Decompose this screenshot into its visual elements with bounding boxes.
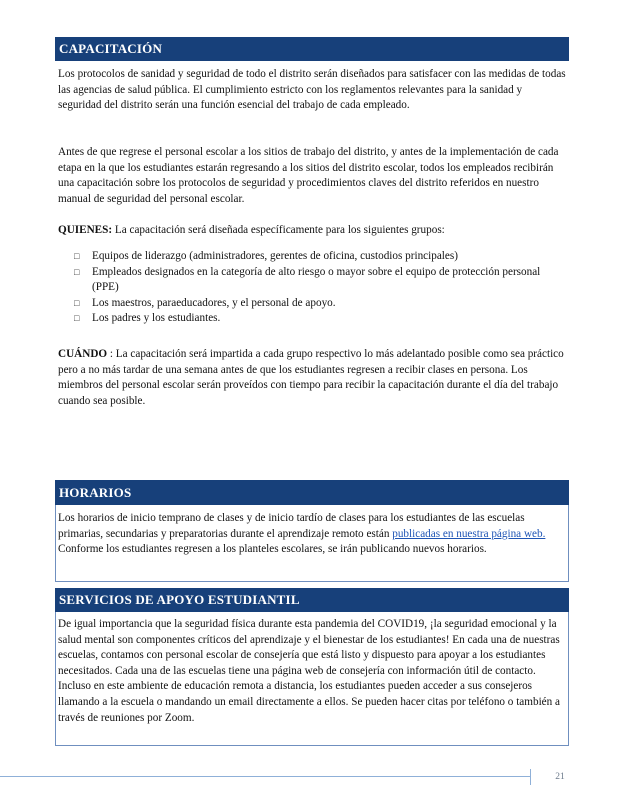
quienes-text: La capacitación será diseñada específicamente para los siguientes grupos: (112, 224, 445, 236)
cuando-text: : La capacitación será impartida a cada grupo respectivo lo más adelantado posible como sea práctico pero a no más tardar de una semana antes de que los estudiantes regresen a recibir clases en persona. Los miembros del personal escolar serán proveídos con tiempo para recibir la capacitación durante el día del trabajo cuando sea posible. (58, 348, 564, 407)
list-item: □ Equipos de liderazgo (administradores, gerentes de oficina, custodios principales) (58, 249, 566, 265)
horarios-header (55, 480, 569, 505)
capacitacion-header (55, 37, 569, 61)
capacitacion-paragraph-2: Antes de que regrese el personal escolar a los sitios de trabajo del distrito, y antes de la implementación de cada etapa en la que los estudiantes estarán regresando a los sitios del distrito escolar, todos los empleados recibirán una capacitación sobre los protocolos de seguridad y procedimientos claves del distrito referidos en nuestro manual de seguridad del personal escolar. (58, 146, 559, 205)
page-number: 21 (530, 769, 589, 785)
list-item: □ Los padres y los estudiantes. (58, 311, 566, 327)
cuando-paragraph (58, 347, 566, 409)
quienes-label: QUIENES: (58, 224, 113, 236)
capacitacion-title: CAPACITACIÓN (59, 41, 163, 56)
horarios-paragraph: Los horarios de inicio temprano de clases y de inicio tardío de clases para los estudiantes de las escuelas primarias, secundarias y preparatorias durante el aprendizaje remoto están publicadas en nuestra página web. Conforme los estudiantes regresen a los planteles escolares, se irán publicando nuevos horarios. (58, 512, 546, 556)
horarios-title: HORARIOS (59, 484, 132, 500)
cuando-label: CUÁNDO (58, 348, 108, 360)
list-item: □ Empleados designados en la categoría de alto riesgo o mayor sobre el equipo de protección personal (PPE) (74, 265, 541, 294)
servicios-header (55, 588, 569, 612)
groups-list (58, 249, 566, 327)
capacitacion-paragraph-1: Los protocolos de sanidad y seguridad de todo el distrito serán diseñados para satisfacer con las medidas de todas las agencias de salud pública. El cumplimiento estricto con los reglamentos relevantes para la sanidad y seguridad del distrito serán una función esencial del trabajo de cada empleado. (58, 68, 566, 112)
web-page-link[interactable]: publicadas en nuestra página web. (392, 527, 546, 540)
bullet-icon: □ (74, 266, 80, 277)
bullet-icon: □ (74, 297, 80, 308)
bullet-icon: □ (74, 251, 80, 261)
list-item: □ Los maestros, paraeducadores, y el personal de apoyo. (58, 296, 566, 312)
servicios-title: SERVICIOS DE APOYO ESTUDIANTIL (59, 592, 300, 607)
servicios-paragraph: De igual importancia que la seguridad física durante esta pandemia del COVID19, ¡la seguridad emocional y la salud mental son componentes críticos del aprendizaje y el bienestar de los estudiantes! En cada una de nuestras escuelas, contamos con personal escolar de consejería que está listo y dispuesto para apoyar a los estudiantes necesitados. Cada una de las escuelas tiene una página web de consejería con información útil de contacto. Incluso en este ambiente de educación remota a distancia, los estudiantes pueden acceder a sus consejeros llamando a la escuela o mandando un email directamente a ellos. Se pueden hacer citas por teléfono o también a través de reuniones por Zoom. (58, 618, 560, 724)
bullet-icon: □ (74, 313, 80, 324)
quienes-paragraph (58, 223, 566, 239)
footer-rule (0, 776, 530, 777)
